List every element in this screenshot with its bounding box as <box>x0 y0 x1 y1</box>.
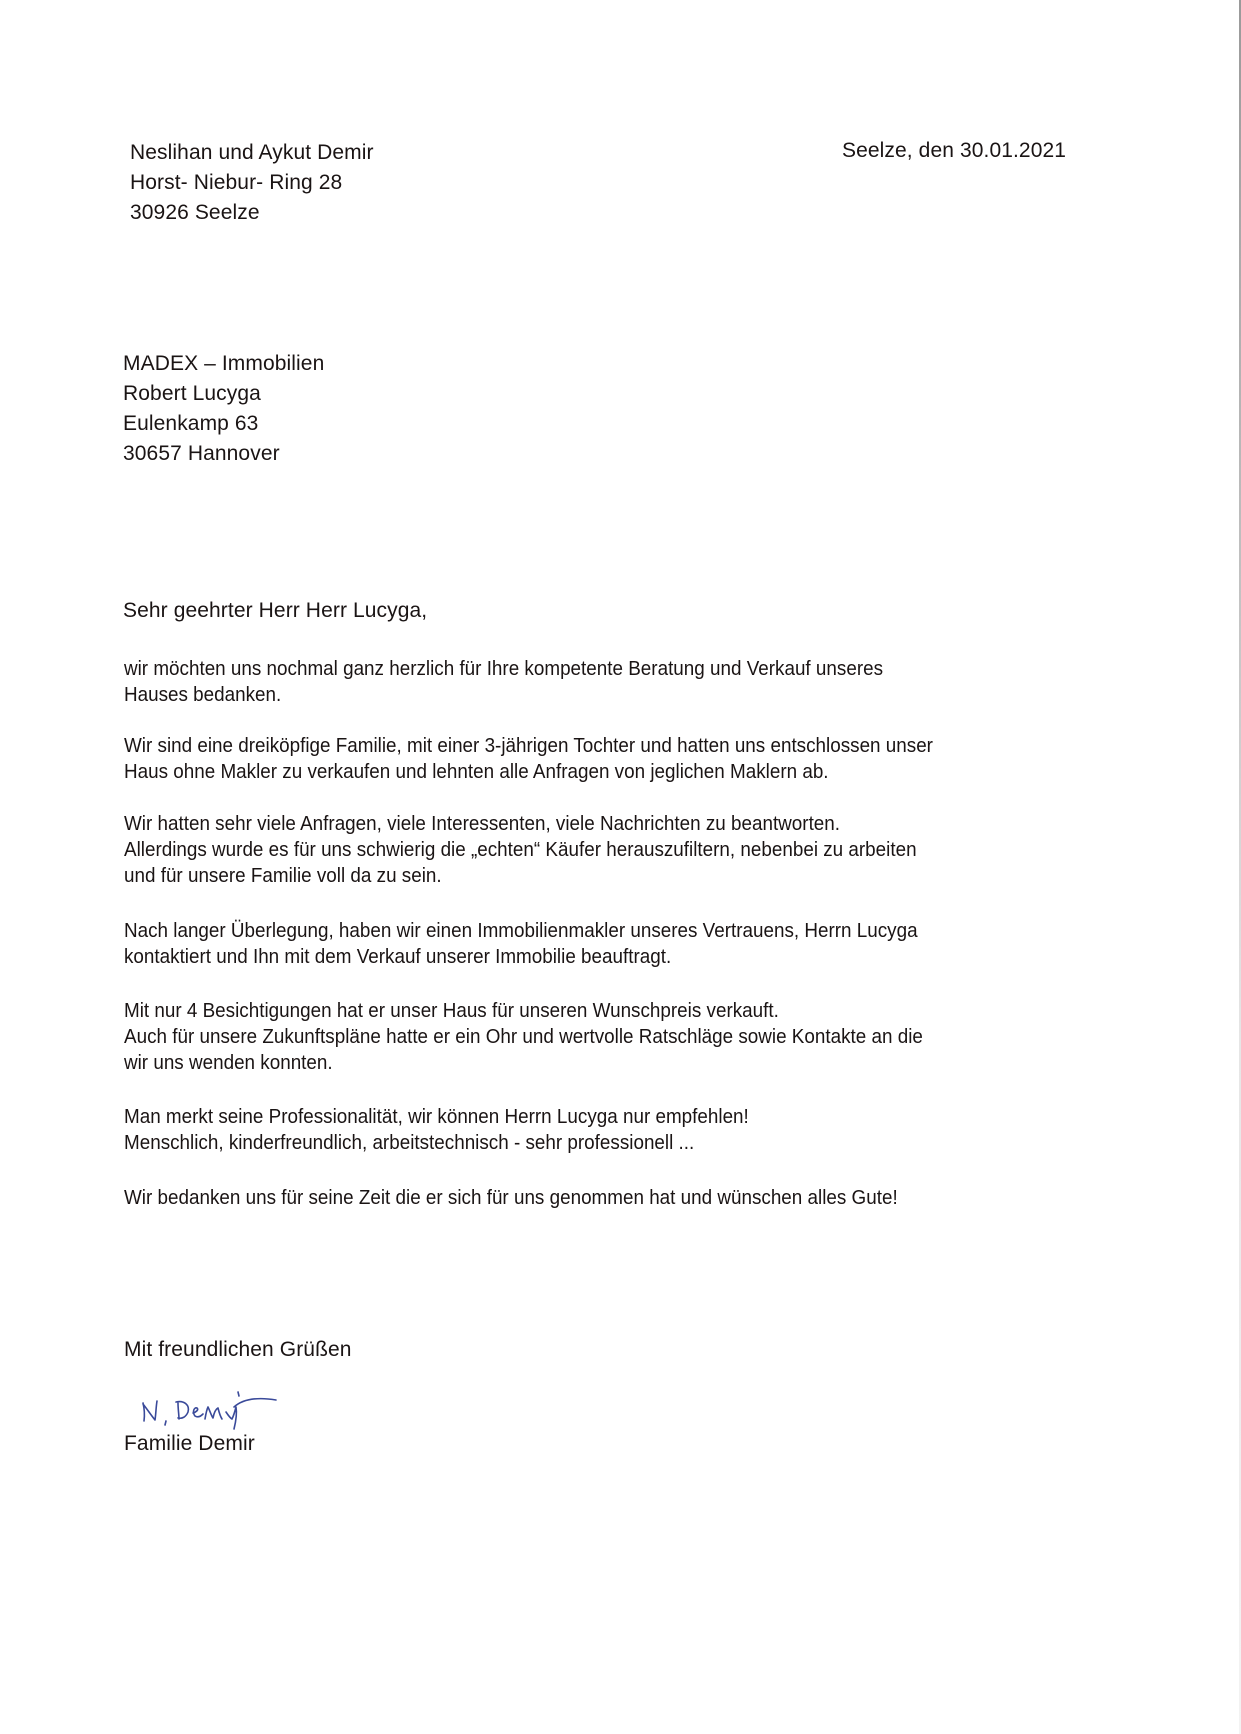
body-line: wir möchten uns nochmal ganz herzlich für Ihre kompetente Beratung und Verkauf unseres <box>124 657 884 680</box>
body-paragraph-6 <box>124 1104 749 1156</box>
salutation: Sehr geehrter Herr Herr Lucyga, <box>123 599 428 622</box>
body-paragraph-2 <box>124 733 933 785</box>
body-paragraph-3 <box>124 811 917 889</box>
body-line: Auch für unsere Zukunftspläne hatte er ein Ohr und wertvolle Ratschläge sowie Kontakte an die <box>124 1025 923 1048</box>
recipient-city: 30657 Hannover <box>123 442 280 465</box>
body-line: Allerdings wurde es für uns schwierig die „echten“ Käufer herauszufiltern, nebenbei zu arbeiten <box>124 838 917 861</box>
body-line: wir uns wenden konnten. <box>124 1051 333 1074</box>
body-line: und für unsere Familie voll da zu sein. <box>124 864 442 887</box>
body-line: Man merkt seine Professionalität, wir können Herrn Lucyga nur empfehlen! <box>124 1105 749 1128</box>
date-line: Seelze, den 30.01.2021 <box>842 139 1067 162</box>
body-line: Wir bedanken uns für seine Zeit die er sich für uns genommen hat und wünschen alles Gute! <box>124 1186 898 1209</box>
sender-city: 30926 Seelze <box>130 201 260 224</box>
body-paragraph-1 <box>124 656 883 708</box>
recipient-address <box>123 349 324 469</box>
body-line: Mit nur 4 Besichtigungen hat er unser Haus für unseren Wunschpreis verkauft. <box>124 999 779 1022</box>
body-line: Wir hatten sehr viele Anfragen, viele Interessenten, viele Nachrichten zu beantworten. <box>124 812 841 835</box>
closing: Mit freundlichen Grüßen <box>124 1338 352 1361</box>
body-line: Haus ohne Makler zu verkaufen und lehnten alle Anfragen von jeglichen Maklern ab. <box>124 760 829 783</box>
body-line: Hauses bedanken. <box>124 683 282 706</box>
body-line: Menschlich, kinderfreundlich, arbeitstechnisch - sehr professionell ... <box>124 1131 695 1154</box>
sender-street: Horst- Niebur- Ring 28 <box>130 171 343 194</box>
signature-icon <box>138 1385 298 1430</box>
body-line: Wir sind eine dreiköpfige Familie, mit einer 3-jährigen Tochter und hatten uns entschlossen unser <box>124 734 933 757</box>
recipient-street: Eulenkamp 63 <box>123 412 259 435</box>
body-paragraph-4 <box>124 918 918 970</box>
signer-name: Familie Demir <box>124 1432 255 1455</box>
recipient-company: MADEX – Immobilien <box>123 352 325 375</box>
body-paragraph-5 <box>124 998 923 1076</box>
sender-name: Neslihan und Aykut Demir <box>130 141 374 164</box>
sender-address <box>130 138 374 228</box>
body-paragraph-7 <box>124 1185 898 1211</box>
handwritten-signature <box>138 1385 298 1430</box>
body-line: Nach langer Überlegung, haben wir einen Immobilienmakler unseres Vertrauens, Herrn Lucyga <box>124 919 918 942</box>
body-line: kontaktiert und Ihn mit dem Verkauf unserer Immobilie beauftragt. <box>124 945 672 968</box>
recipient-contact: Robert Lucyga <box>123 382 261 405</box>
